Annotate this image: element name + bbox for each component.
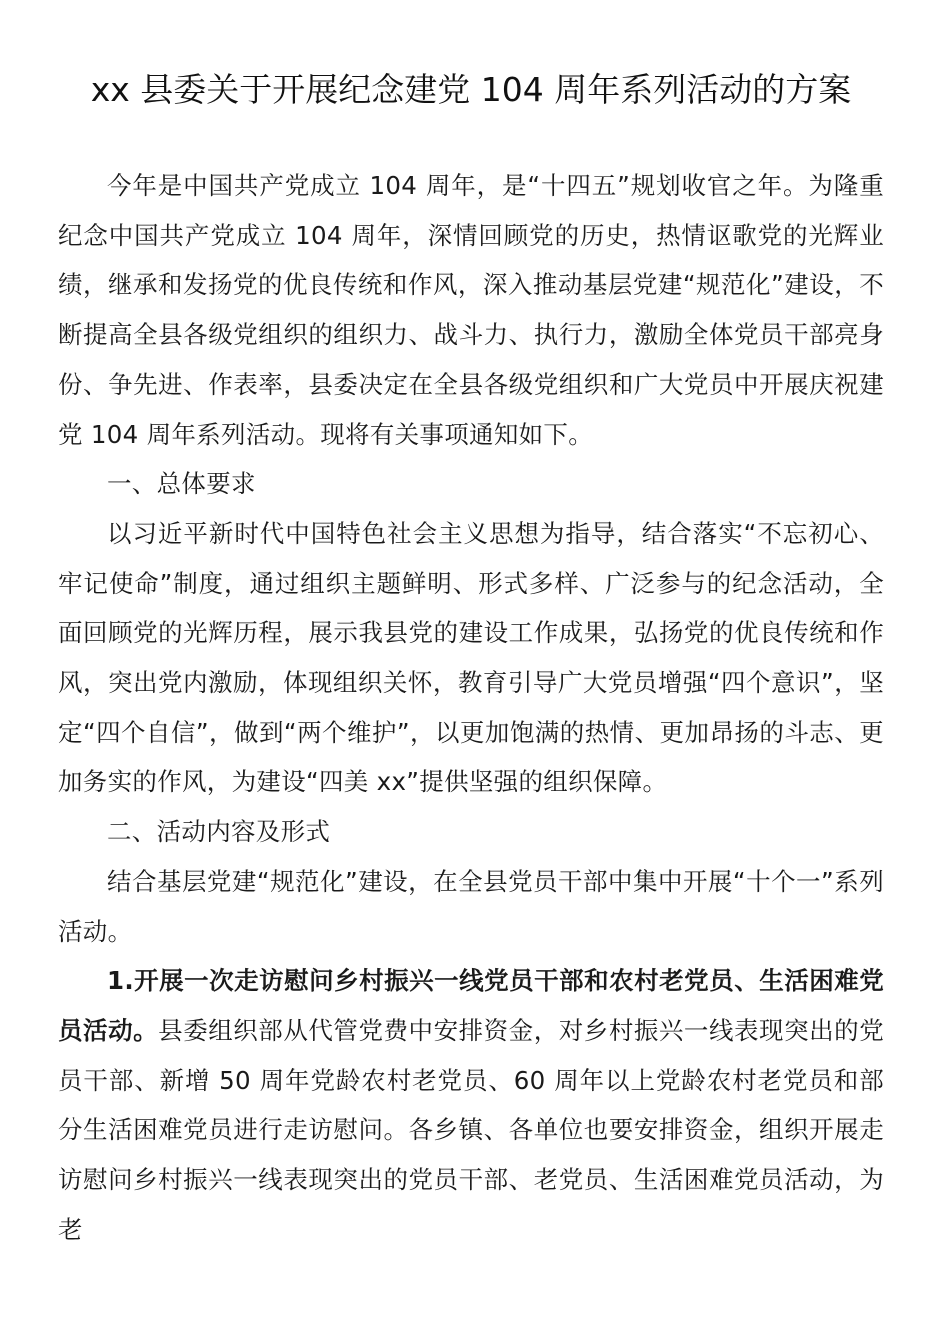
document-title: xx 县委关于开展纪念建党 104 周年系列活动的方案 [90,70,852,109]
general-requirements-paragraph: 以习近平新时代中国特色社会主义思想为指导，结合落实“不忘初心、牢记使命”制度，通过组织主题鲜明、形式多样、广泛参与的纪念活动，全面回顾党的光辉历程，展示我县党的建设工作成果，弘扬党的优良传统和作风，突出党内激励，体现组织关怀，教育引导广大党员增强“四个意识”，坚定“四个自信”，做到“两个维护”，以更加饱满的热情、更加昂扬的斗志、更加务实的作风，为建设“四美 xx”提供坚强的组织保障。 [58,518,884,797]
section-heading-activity-content: 二、活动内容及形式 [107,817,331,847]
document-body [58,161,884,1254]
activity-content-paragraph: 结合基层党建“规范化”建设，在全县党员干部中集中开展“十个一”系列活动。 [58,866,884,946]
activity-item-1-paragraph [58,956,884,1254]
activity-item-1-title: 1.开展一次走访慰问乡村振兴一线党员干部和农村老党员、生活困难党员活动。 [58,966,884,1045]
intro-paragraph: 今年是中国共产党成立 104 周年，是“十四五”规划收官之年。为隆重纪念中国共产党成立 104 周年，深情回顾党的历史，热情讴歌党的光辉业绩，继承和发扬党的优良传统和作风，深入推动基层党建“规范化”建设，不断提高全县各级党组织的组织力、战斗力、执行力，激励全体党员干部亮身份、争先进、作表率，县委决定在全县各级党组织和广大党员中开展庆祝建党 104 周年系列活动。现将有关事项通知如下。 [58,171,884,449]
document-page [58,60,884,1254]
activity-item-1-body: 县委组织部从代管党费中安排资金，对乡村振兴一线表现突出的党员干部、新增 50 周年党龄农村老党员、60 周年以上党龄农村老党员和部分生活困难党员进行走访慰问。各乡镇、各单位也要安排资金，组织开展走访慰问乡村振兴一线表现突出的党员干部、老党员、生活困难党员活动，为老 [58,1015,884,1244]
section-heading-general-requirements: 一、总体要求 [107,469,256,499]
